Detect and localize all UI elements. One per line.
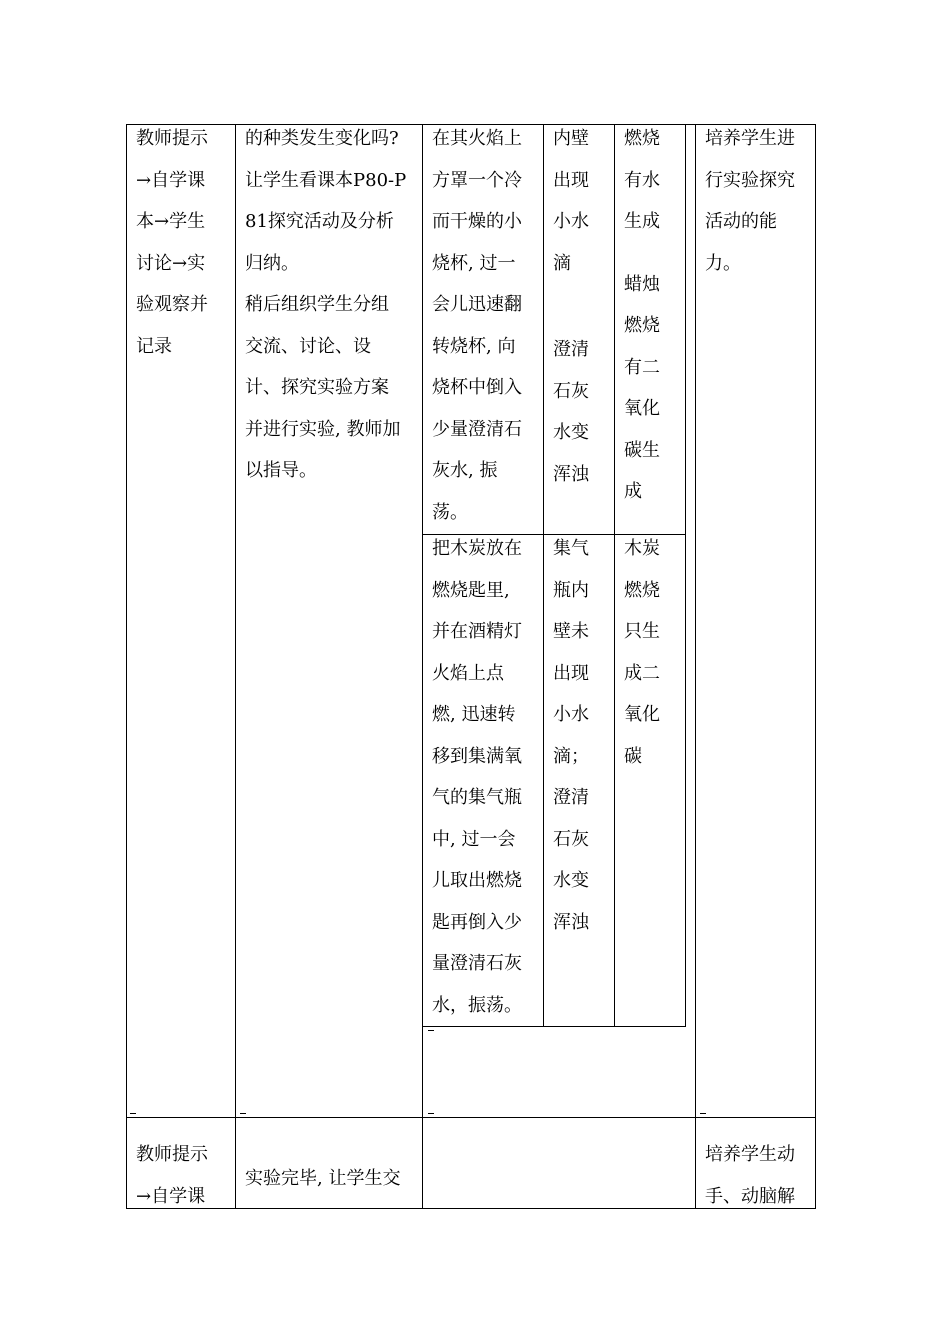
row1-activity-cell: 的种类发生变化吗? 让学生看课本P80-P 81探究活动及分析 归纳。 稍后组织学生分组 交流、讨论、设 计、探究实验方案 并进行实验, 教师加 以指导。 xyxy=(245,128,407,481)
row2-activity-cell: 实验完毕, 让学生交 xyxy=(245,1168,401,1189)
row1-method-cell: 教师提示 →自学课 本→学生 讨论→实 验观察并 记录 xyxy=(136,128,208,357)
row-divider xyxy=(126,1117,816,1118)
col-divider-1 xyxy=(235,124,236,1209)
exp1-conclusion: 燃烧 有水 生成 蜡烛 燃烧 有二 氧化 碳生 成 xyxy=(624,128,660,502)
col-divider-2 xyxy=(422,124,423,1209)
nested-right-border xyxy=(685,124,686,1027)
nested-bottom xyxy=(422,1026,686,1027)
cell-mark xyxy=(130,1113,136,1114)
exp1-phenomenon: 内壁 出现 小水 滴 澄清 石灰 水变 浑浊 xyxy=(553,128,589,485)
exp2-conclusion: 木炭 燃烧 只生 成二 氧化 碳 xyxy=(624,538,660,767)
table-left-border xyxy=(126,124,127,1209)
cell-mark xyxy=(428,1030,434,1031)
exp1-operation: 在其火焰上 方罩一个冷 而干燥的小 烧杯, 过一 会儿迅速翻 转烧杯, 向 烧杯中倒入 少量澄清石 灰水, 振 荡。 xyxy=(432,128,522,523)
exp2-phenomenon: 集气 瓶内 壁未 出现 小水 滴； 澄清 石灰 水变 浑浊 xyxy=(553,538,589,933)
cell-mark xyxy=(240,1113,246,1114)
cell-mark xyxy=(428,1113,434,1114)
exp2-operation: 把木炭放在 燃烧匙里, 并在酒精灯 火焰上点 燃, 迅速转 移到集满氧 气的集气瓶 中, 过一会 儿取出燃烧 匙再倒入少 量澄清石灰 水，振荡。 xyxy=(432,538,522,1016)
row2-method-cell: 教师提示 →自学课 xyxy=(136,1144,208,1207)
row2-intent-cell: 培养学生动 手、动脑解 xyxy=(705,1144,795,1207)
nested-col-divider-1 xyxy=(543,124,544,1027)
row1-intent-cell: 培养学生进 行实验探究 活动的能 力。 xyxy=(705,128,795,274)
table-right-border xyxy=(815,124,816,1209)
cell-mark xyxy=(700,1113,706,1114)
col-divider-3 xyxy=(695,124,696,1209)
nested-col-divider-2 xyxy=(614,124,615,1027)
